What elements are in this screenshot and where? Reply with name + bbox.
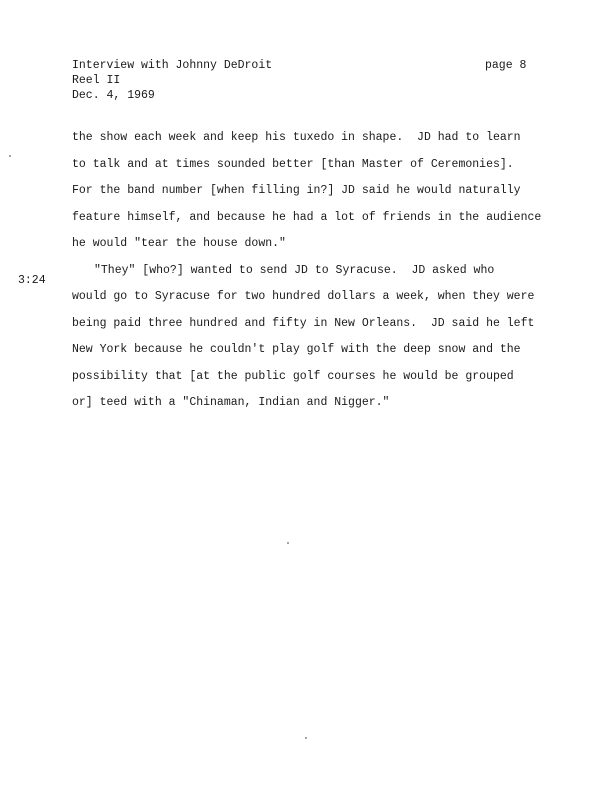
reel-label: Reel II: [72, 74, 121, 87]
text-line: "They" [who?] wanted to send JD to Syracuse. JD asked who: [94, 263, 495, 277]
text-line: New York because he couldn't play golf with the deep snow and the: [72, 343, 521, 356]
scan-speck: [305, 737, 307, 739]
document-header: [72, 58, 272, 103]
transcript-body: [72, 125, 572, 417]
interview-title: Interview with Johnny DeDroit: [72, 59, 273, 72]
text-line: or] teed with a "Chinaman, Indian and Nigger.": [72, 396, 390, 409]
text-line: possibility that [at the public golf courses he would be grouped: [72, 369, 514, 383]
paragraph-1: [72, 125, 572, 258]
paragraph-2: [72, 258, 572, 417]
text-line: For the band number [when filling in?] JD said he would naturally: [72, 184, 521, 197]
scan-speck: [287, 542, 289, 544]
text-line: he would "tear the house down.": [72, 237, 286, 250]
scan-speck: [9, 155, 11, 157]
text-line: being paid three hundred and fifty in New Orleans. JD said he left: [72, 316, 535, 330]
tape-timestamp: 3:24: [18, 274, 46, 287]
page-number: page 8: [485, 59, 527, 72]
text-line: to talk and at times sounded better [than Master of Ceremonies].: [72, 157, 514, 171]
text-line: would go to Syracuse for two hundred dollars a week, when they were: [72, 290, 535, 303]
text-line: the show each week and keep his tuxedo in shape. JD had to learn: [72, 131, 521, 144]
text-line: feature himself, and because he had a lot of friends in the audience: [72, 210, 542, 224]
interview-date: Dec. 4, 1969: [72, 89, 155, 102]
